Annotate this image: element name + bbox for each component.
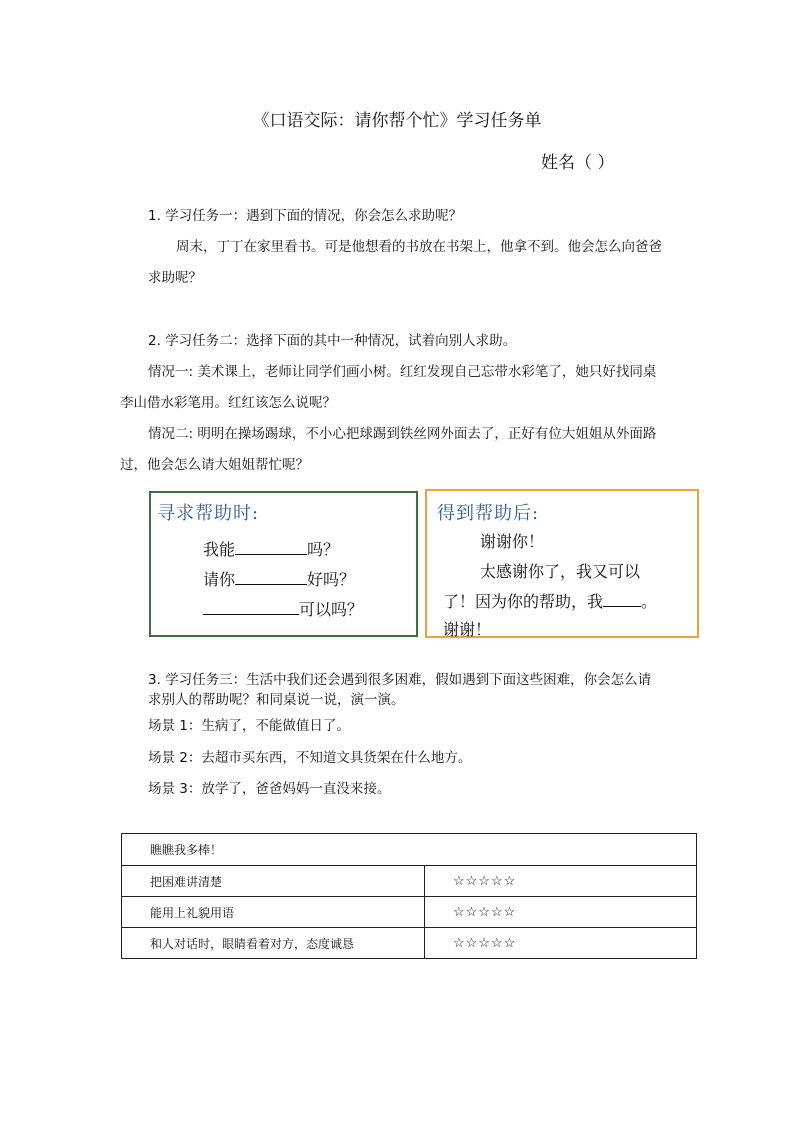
- seek-help-sentence3: [203, 597, 363, 620]
- table-row: [122, 928, 697, 959]
- star-rating[interactable]: ☆☆☆☆☆: [425, 928, 697, 959]
- task1-heading: 1. 学习任务一：遇到下面的情况，你会怎么求助呢？: [148, 208, 463, 224]
- task2-situation1-line1: 情况一: 美术课上，老师让同学们画小树。红红发现自己忘带水彩笔了，她只好找同桌: [148, 364, 657, 380]
- answer-blank[interactable]: [603, 592, 641, 607]
- table-row: [122, 897, 697, 928]
- seek-help-sentence2: [203, 567, 355, 590]
- seek-help-sentence3-end: 可以吗？: [299, 600, 364, 619]
- task2-situation2-line1: 情况二: 明明在操场踢球，不小心把球踢到铁丝网外面去了，正好有位大姐姐从外面路: [148, 426, 657, 442]
- after-help-line4: 谢谢！: [443, 620, 492, 639]
- seek-help-title: 寻求帮助时:: [157, 503, 260, 524]
- after-help-title: 得到帮助后:: [437, 503, 540, 524]
- after-help-line1: 谢谢你！: [480, 532, 545, 551]
- answer-blank[interactable]: [235, 540, 307, 555]
- task3-scene3: 场景 3：放学了，爸爸妈妈一直没来接。: [148, 781, 391, 797]
- criterion-cell: 能用上礼貌用语: [122, 897, 425, 928]
- student-name-field[interactable]: 姓名（ ）: [541, 153, 615, 173]
- table-row: [122, 866, 697, 897]
- answer-blank[interactable]: [235, 570, 307, 585]
- task1-text-line1: 周末，丁丁在家里看书。可是他想看的书放在书架上，他拿不到。他会怎么向爸爸: [176, 239, 662, 255]
- task1-text-line2: 求助呢？: [148, 270, 202, 286]
- evaluation-table: [121, 833, 697, 959]
- seek-help-sentence1-start: 我能: [203, 540, 236, 559]
- star-rating[interactable]: ☆☆☆☆☆: [425, 897, 697, 928]
- answer-blank[interactable]: [203, 600, 299, 615]
- seek-help-box: [149, 491, 418, 637]
- task3-heading-line2: 求别人的帮助呢？和同桌说一说，演一演。: [148, 692, 405, 708]
- evaluation-header: 瞧瞧我多棒！: [122, 834, 697, 866]
- evaluation-header-row: [122, 834, 697, 866]
- task2-situation1-line2: 李山借水彩笔用。红红该怎么说呢？: [120, 395, 336, 411]
- criterion-cell: 和人对话时，眼睛看着对方，态度诚恳: [122, 928, 425, 959]
- seek-help-sentence1-end: 吗？: [307, 540, 340, 559]
- task3-scene1: 场景 1：生病了，不能做值日了。: [148, 718, 350, 734]
- criterion-cell: 把困难讲清楚: [122, 866, 425, 897]
- seek-help-sentence1: [203, 537, 339, 560]
- star-rating[interactable]: ☆☆☆☆☆: [425, 866, 697, 897]
- after-help-line3: [443, 589, 657, 612]
- after-help-line3-start: 了！因为你的帮助，我: [443, 592, 604, 611]
- after-help-line2: 太感谢你了，我又可以: [480, 562, 641, 581]
- after-help-line3-end: 。: [641, 592, 658, 611]
- seek-help-sentence2-start: 请你: [203, 570, 236, 589]
- task3-scene2: 场景 2：去超市买东西，不知道文具货架在什么地方。: [148, 750, 472, 766]
- page-title: 《口语交际：请你帮个忙》学习任务单: [252, 111, 542, 131]
- task2-heading: 2. 学习任务二：选择下面的其中一种情况，试着向别人求助。: [148, 333, 517, 349]
- after-help-box: [425, 489, 699, 638]
- task3-heading-line1: 3. 学习任务三：生活中我们还会遇到很多困难，假如遇到下面这些困难，你会怎么请: [148, 672, 652, 688]
- seek-help-sentence2-end: 好吗？: [307, 570, 356, 589]
- task2-situation2-line2: 过，他会怎么请大姐姐帮忙呢？: [120, 457, 309, 473]
